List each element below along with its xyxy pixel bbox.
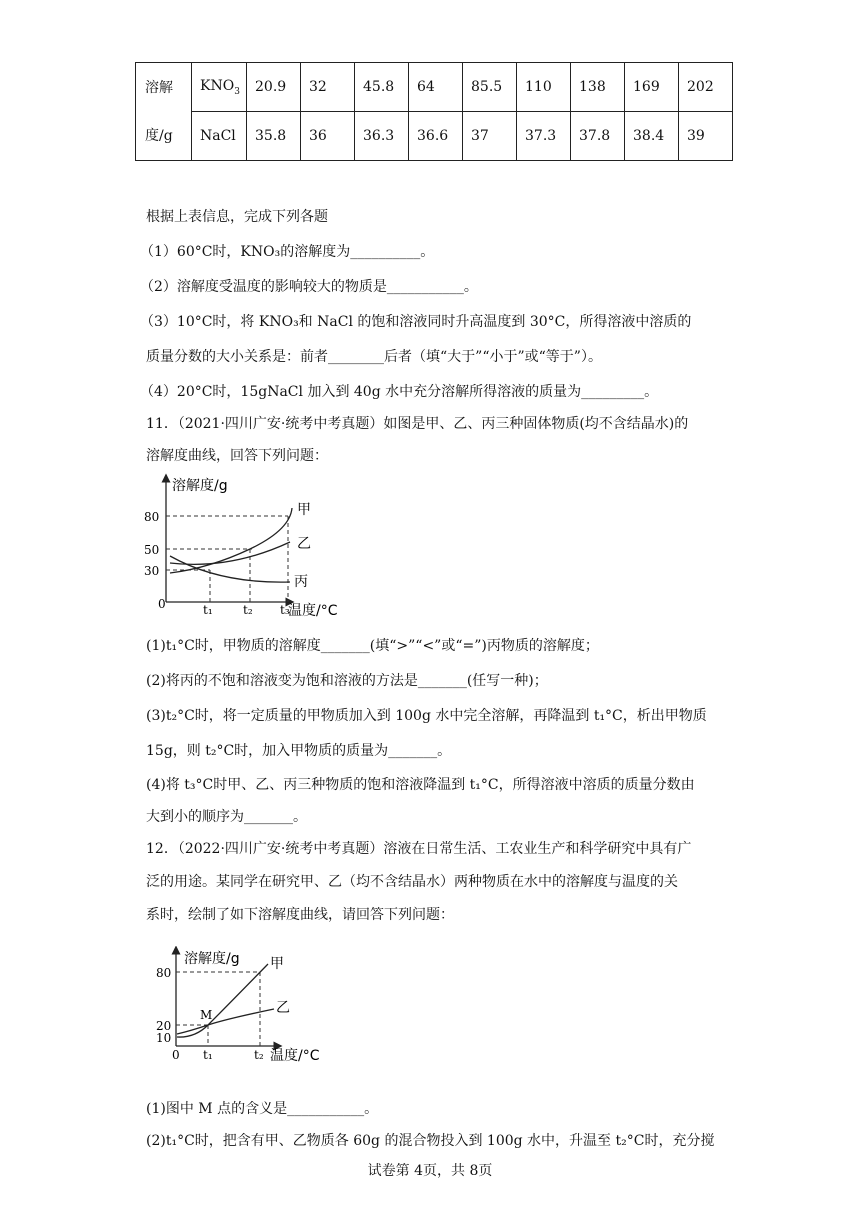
text-line: 系时，绘制了如下溶解度曲线，请回答下列问题： [146, 907, 454, 923]
row-label-kno3: $KNO_3$ [192, 63, 247, 112]
origin-label: 0 [158, 597, 166, 611]
question-11-1: (1)t₁°C时，甲物质的溶解度_______(填“>”“<”或“=”)丙物质的溶解度； [146, 638, 599, 654]
text-line: 泛的用途。某同学在研究甲、乙（均不含结晶水）两种物质在水中的溶解度与温度的关 [146, 874, 678, 890]
question-11-3: (3)t₂°C时，将一定质量的甲物质加入到 100g 水中完全溶解，再降温到 t₁°C，析出甲物质 [146, 708, 707, 724]
x-axis-label: 温度/°C [288, 603, 338, 619]
table-cell: 36.6 [409, 112, 463, 161]
table-cell: 38.4 [625, 112, 679, 161]
y-tick: 30 [144, 564, 160, 578]
table-row-header: 溶解 度/g [136, 63, 192, 161]
y-axis-label: 溶解度/g [172, 478, 228, 494]
x-tick: t₁ [203, 603, 213, 617]
table-cell: 64 [409, 63, 463, 112]
text-line: 溶解度曲线，回答下列问题： [146, 448, 328, 464]
y-tick: 10 [156, 1031, 172, 1045]
question-11-heading: 11．（2021·四川广安·统考中考真题）如图是甲、乙、丙三种固体物质(均不含结晶水)的 [146, 416, 689, 432]
table-cell: 110 [517, 63, 571, 112]
table-cell: 202 [679, 63, 733, 112]
table-cell: 169 [625, 63, 679, 112]
series-label-yi: 乙 [297, 536, 311, 552]
x-tick: t₁ [203, 1048, 213, 1062]
curve-bing [170, 556, 290, 582]
table-cell: 35.8 [247, 112, 301, 161]
solubility-chart-1 [140, 472, 350, 622]
table-cell: 45.8 [355, 63, 409, 112]
y-tick: 80 [156, 966, 172, 980]
table-cell: 36 [301, 112, 355, 161]
question-1: （1）60°C时，KNO₃的溶解度为__________。 [140, 244, 435, 260]
y-tick: 50 [144, 543, 160, 557]
table-cell: 39 [679, 112, 733, 161]
question-11-2: (2)将丙的不饱和溶液变为饱和溶液的方法是_______(任写一种)； [146, 673, 548, 689]
x-tick: t₂ [243, 603, 253, 617]
table-cell: 36.3 [355, 112, 409, 161]
series-label-bing: 丙 [294, 574, 308, 590]
question-2: （2）溶解度受温度的影响较大的物质是___________。 [140, 279, 478, 295]
question-3: （3）10°C时，将 KNO₃和 NaCl 的饱和溶液同时升高温度到 30°C，所得溶液中溶质的 [140, 314, 692, 330]
table-cell: 37 [463, 112, 517, 161]
curve-yi [177, 1009, 274, 1034]
table-cell: 85.5 [463, 63, 517, 112]
table-cell: 37.8 [571, 112, 625, 161]
text-line: 根据上表信息，完成下列各题 [146, 209, 328, 225]
question-12-heading: 12．（2022·四川广安·统考中考真题）溶液在日常生活、工农业生产和科学研究中具有广 [146, 841, 692, 857]
table-cell: 32 [301, 63, 355, 112]
curve-jia [170, 508, 292, 573]
curve-yi [170, 542, 290, 564]
x-tick: t₃ [280, 603, 290, 617]
x-tick: t₂ [254, 1048, 264, 1062]
curve-jia [177, 964, 268, 1037]
row-label-nacl: NaCl [192, 112, 247, 161]
solubility-table [135, 62, 733, 161]
y-axis-label: 溶解度/g [184, 951, 240, 967]
table-cell: 37.3 [517, 112, 571, 161]
text-line: 质量分数的大小关系是：前者________后者（填“大于”“小于”或“等于”）。 [146, 349, 602, 365]
y-tick: 20 [156, 1019, 172, 1033]
text-line: 15g，则 t₂°C时，加入甲物质的质量为_______。 [146, 743, 452, 759]
text-line: 大到小的顺序为_______。 [146, 809, 307, 825]
point-label-m: M [200, 1008, 213, 1022]
table-cell: 20.9 [247, 63, 301, 112]
question-11-4: (4)将 t₃°C时甲、乙、丙三种物质的饱和溶液降温到 t₁°C，所得溶液中溶质的质量分数由 [146, 777, 695, 793]
question-12-2: (2)t₁°C时，把含有甲、乙物质各 60g 的混合物投入到 100g 水中，升温至 t₂°C时，充分搅 [146, 1133, 715, 1149]
page-footer: 试卷第 4页，共 8页 [367, 1163, 493, 1179]
table-cell: 138 [571, 63, 625, 112]
origin-label: 0 [172, 1048, 180, 1062]
question-12-1: (1)图中 M 点的含义是___________。 [146, 1101, 379, 1117]
question-4: （4）20°C时，15gNaCl 加入到 40g 水中充分溶解所得溶液的质量为_________。 [140, 384, 659, 400]
y-tick: 80 [144, 510, 160, 524]
series-label-yi: 乙 [276, 1000, 290, 1016]
x-axis-label: 温度/°C [270, 1048, 320, 1064]
solubility-chart-2 [150, 946, 350, 1078]
series-label-jia: 甲 [270, 956, 284, 972]
series-label-jia: 甲 [297, 502, 311, 518]
